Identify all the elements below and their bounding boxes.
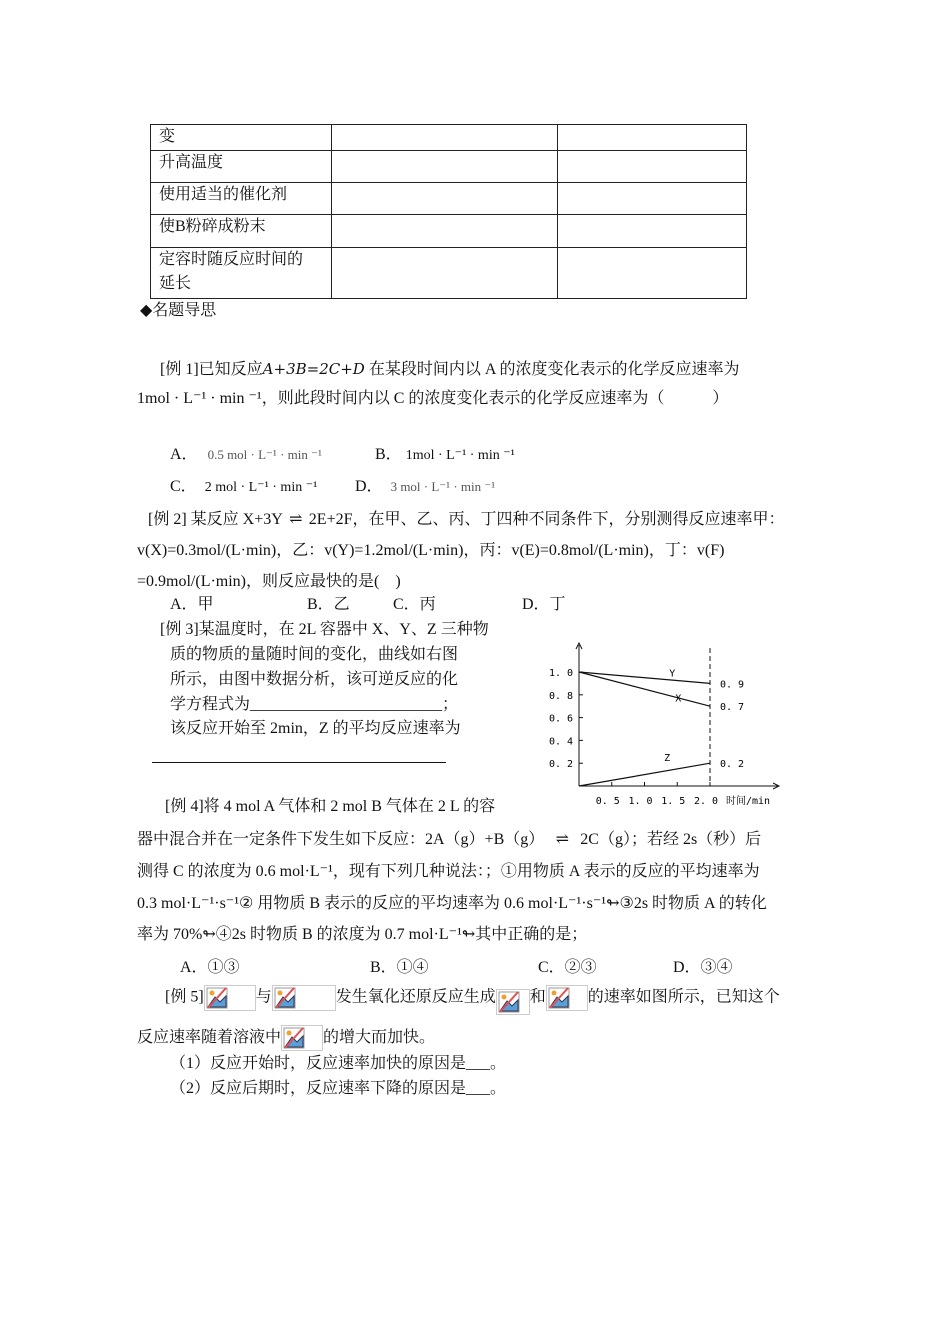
table-cell	[332, 125, 558, 151]
ex1-option-d[interactable]	[355, 477, 495, 497]
ex4-option-d[interactable]: D．③④	[673, 959, 733, 976]
option-label: A．	[170, 446, 198, 463]
broken-image-icon	[281, 1025, 323, 1051]
ex4-line5: 率为 70%↬④2s 时物质 B 的浓度为 0.7 mol·L⁻¹↬其中正确的是；	[137, 926, 588, 943]
table-cell	[332, 151, 558, 183]
ex5-text: 和	[529, 988, 546, 1006]
section-heading: ◆名题导思	[140, 302, 217, 319]
option-label: B．	[375, 446, 402, 463]
equilibrium-arrow-icon: ⇌	[555, 831, 569, 848]
y-tick-label: 0. 6	[549, 713, 574, 725]
ex2-text: [例 2] 某反应 X+3Y	[148, 511, 283, 528]
ex3-line: 所示，由图中数据分析，该可逆反应的化	[170, 671, 459, 688]
table-cell	[332, 248, 558, 299]
equilibrium-arrow-icon: ⇌	[289, 511, 303, 528]
ex4-option-a[interactable]: A．①③	[180, 959, 240, 976]
x-tick-label: 0. 5	[595, 796, 620, 807]
conditions-table	[150, 124, 747, 299]
option-label: D．	[355, 478, 383, 495]
ex1-equation: A+3B=2C+D	[262, 360, 365, 378]
ex3-chart	[530, 640, 790, 810]
option-value: 1mol · L⁻¹ · min ⁻¹	[405, 448, 515, 463]
x-tick-label: 2. 0	[694, 796, 719, 807]
ex2-option-b[interactable]: B．乙	[307, 596, 350, 613]
broken-image-icon	[496, 989, 530, 1015]
ex2-line1	[148, 510, 785, 530]
option-value: 2 mol · L⁻¹ · min ⁻¹	[204, 480, 318, 495]
ex2-option-a[interactable]: A．甲	[170, 596, 214, 613]
ex5-text: 发生氧化还原反应生成	[335, 988, 496, 1006]
table-cell	[332, 215, 558, 248]
broken-image-icon	[546, 985, 588, 1011]
ex5-text: 的增大而加快。	[323, 1029, 436, 1046]
ex3-line: [例 3]某温度时，在 2L 容器中 X、Y、Z 三种物	[160, 621, 489, 638]
table-cell	[558, 151, 747, 183]
ex1-option-c[interactable]	[170, 477, 317, 498]
table-cell: 使B粉碎成粉末	[151, 215, 332, 248]
option-value: 3 mol · L⁻¹ · min ⁻¹	[390, 479, 496, 494]
table-cell	[558, 183, 747, 215]
y-tick-label: 0. 2	[549, 759, 574, 771]
table-cell	[558, 215, 747, 248]
end-value-label: 0. 7	[720, 702, 745, 714]
ex1-line1	[160, 359, 740, 380]
option-value: 0.5 mol · L⁻¹ · min ⁻¹	[207, 447, 322, 462]
ex1-text: 在某段时间内以 A 的浓度变化表示的化学反应速率为	[368, 361, 740, 378]
cell-line: 延长	[159, 275, 192, 292]
ex4-option-b[interactable]: B．①④	[370, 959, 429, 976]
ex5-text: [例 5]	[165, 988, 204, 1006]
option-label: C．	[170, 478, 197, 495]
ex4-text: 器中混合并在一定条件下发生如下反应：2A（g）+B（g）	[137, 831, 545, 848]
ex5-line2	[137, 1024, 435, 1052]
ex5-question-1: （1）反应开始时，反应速率加快的原因是___。	[170, 1055, 507, 1072]
table-cell	[558, 125, 747, 151]
series-label-X: X	[675, 693, 682, 705]
ex2-option-d[interactable]: D．丁	[522, 596, 566, 613]
table-cell	[558, 248, 747, 299]
ex4-line1: [例 4]将 4 mol A 气体和 2 mol B 气体在 2 L 的容	[165, 798, 496, 815]
x-axis-label: 时间/min	[726, 796, 771, 807]
ex3-line: 学方程式为________________________；	[170, 696, 459, 713]
ex4-line2	[137, 830, 761, 850]
ex3-line: 该反应开始至 2min，Z 的平均反应速率为	[170, 720, 461, 737]
x-tick-label: 1. 0	[628, 796, 653, 807]
ex1-rate: 1mol · L⁻¹ · min ⁻¹	[137, 390, 262, 407]
ex2-line3: =0.9mol/(L·min)，则反应最快的是( )	[137, 573, 401, 590]
ex5-text: 的速率如图所示，已知这个	[587, 988, 780, 1006]
y-tick-label: 0. 4	[549, 736, 574, 748]
cell-line: 定容时随反应时间的	[159, 251, 304, 268]
series-label-Y: Y	[669, 668, 676, 680]
y-tick-label: 1. 0	[549, 668, 574, 679]
ex2-option-c[interactable]: C．丙	[393, 596, 436, 613]
ex5-line1	[165, 981, 780, 1015]
ex3-line: 质的物质的量随时间的变化，曲线如右图	[170, 646, 459, 663]
ex4-line3: 测得 C 的浓度为 0.6 mol·L⁻¹，现有下列几种说法：；①用物质 A 表示的反应的平均速率为	[137, 863, 760, 880]
ex2-text: 2E+2F，在甲、乙、丙、丁四种不同条件下，分别测得反应速率甲：	[308, 511, 785, 528]
table-cell: 变	[151, 125, 332, 151]
end-value-label: 0. 9	[720, 679, 745, 691]
broken-image-icon	[204, 985, 256, 1011]
answer-blank[interactable]	[152, 762, 446, 763]
x-tick-label: 1. 5	[661, 796, 686, 807]
table-cell: 使用适当的催化剂	[151, 183, 332, 215]
ex2-line2: v(X)=0.3mol/(L·min)，乙：v(Y)=1.2mol/(L·min)，丙：v(E)=0.8mol/(L·min)，丁：v(F)	[137, 542, 725, 559]
series-label-Z: Z	[664, 752, 671, 764]
table-cell: 升高温度	[151, 151, 332, 183]
ex4-line4: 0.3 mol·L⁻¹·s⁻¹② 用物质 B 表示的反应的平均速率为 0.6 mol·L⁻¹·s⁻¹↬③2s 时物质 A 的转化	[137, 895, 767, 912]
y-tick-label: 0. 8	[549, 690, 574, 702]
ex4-option-c[interactable]: C．②③	[538, 959, 597, 976]
table-cell	[151, 248, 332, 299]
ex1-option-a[interactable]	[170, 445, 322, 465]
ex5-text: 反应速率随着溶液中	[137, 1029, 282, 1046]
ex1-prefix: [例 1]已知反应	[160, 361, 263, 378]
ex1-text2: ，则此段时间内以 C 的浓度变化表示的化学反应速率为（ ）	[261, 390, 729, 407]
ex5-question-2: （2）反应后期时，反应速率下降的原因是___。	[170, 1080, 507, 1097]
ex1-line2	[137, 389, 728, 409]
ex5-text: 与	[255, 988, 272, 1006]
table-cell	[332, 183, 558, 215]
broken-image-icon	[272, 985, 336, 1011]
end-value-label: 0. 2	[720, 759, 745, 771]
ex1-option-b[interactable]	[375, 445, 515, 466]
ex4-text: 2C（g）；若经 2s（秒）后	[580, 831, 762, 848]
